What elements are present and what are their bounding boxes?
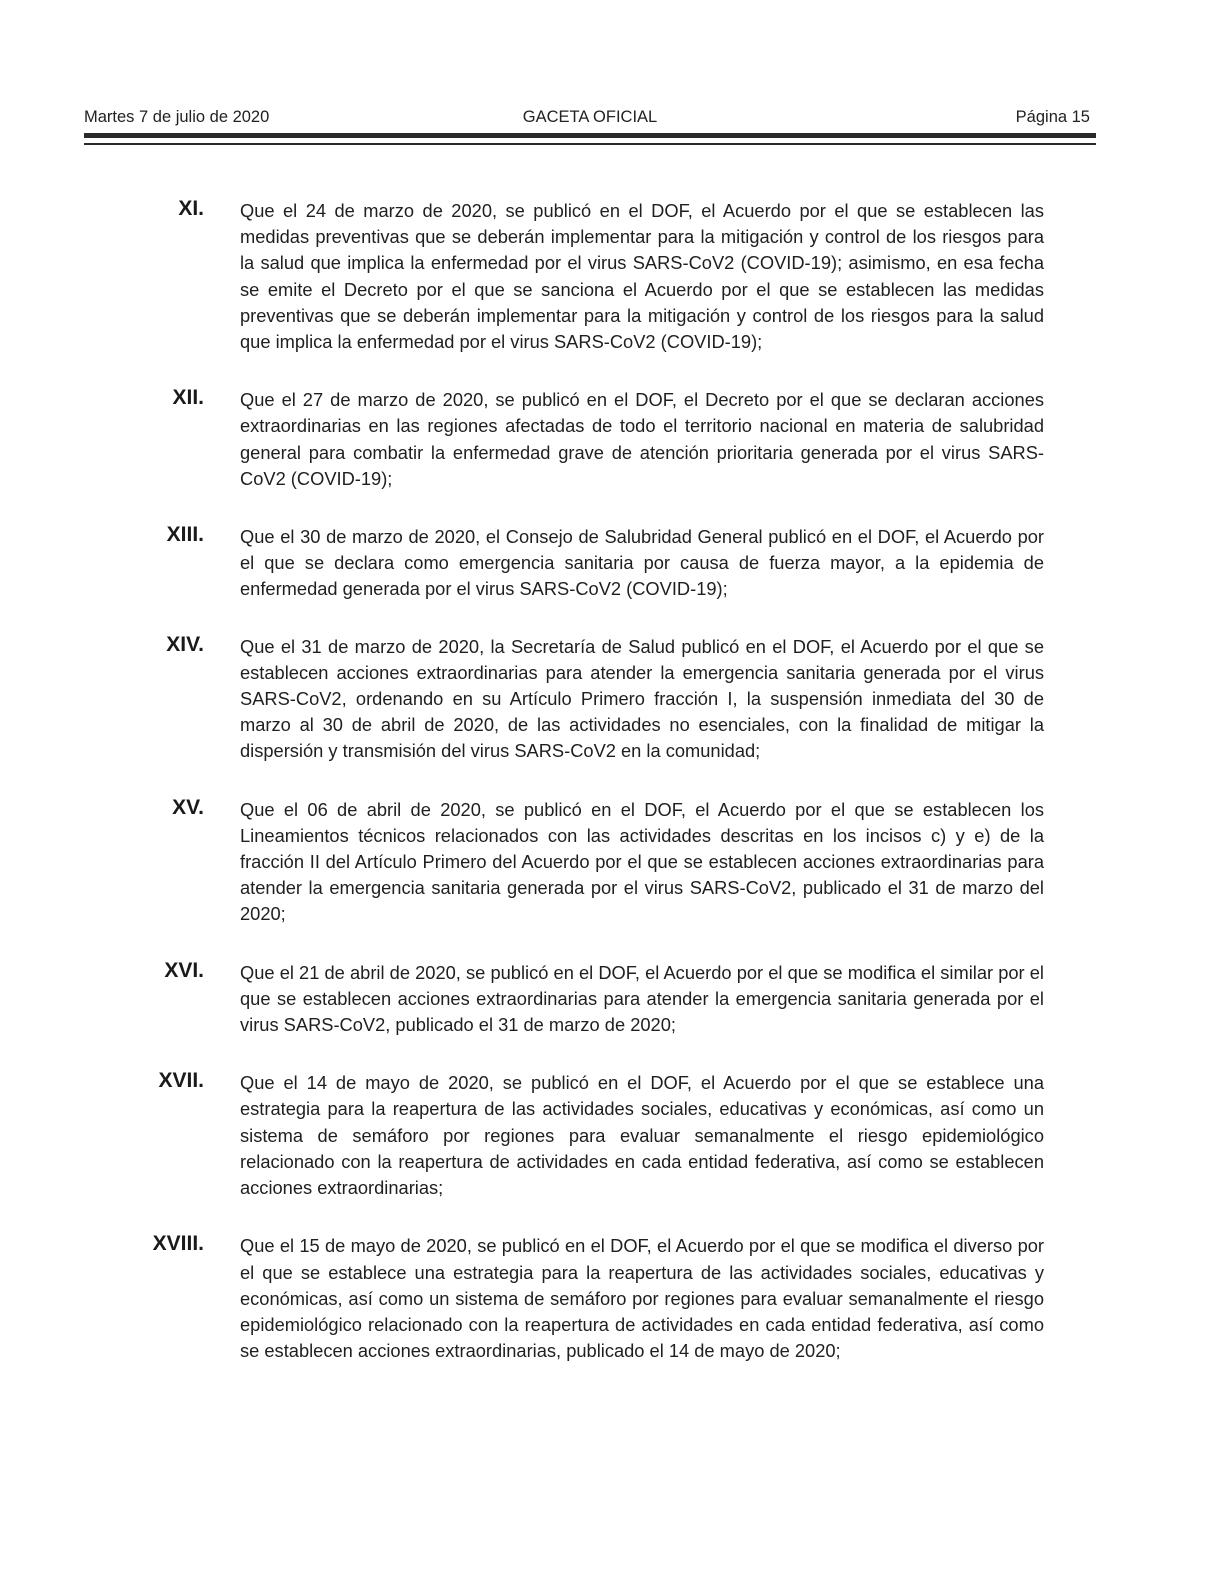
clause-numeral: XIII.: [166, 523, 204, 547]
header-page-number: Página 15: [1015, 108, 1090, 126]
clause-numeral: XI.: [178, 197, 204, 220]
header-rule-thin: [84, 143, 1096, 145]
clause-xv: [140, 797, 1044, 928]
clause-text: Que el 21 de abril de 2020, se publicó en el DOF, el Acuerdo por el que se modifica el similar por el que se establecen acciones extraordinarias para atender la emergencia sanitaria generada por el virus SARS-CoV2, publicado el 31 de marzo de 2020;: [240, 961, 1044, 1036]
clauses-list: [140, 198, 1044, 1364]
header-date: Martes 7 de julio de 2020: [84, 108, 270, 126]
header-rule-thick: [84, 133, 1096, 138]
clause-xii: [140, 387, 1044, 492]
clause-numeral: XVIII.: [152, 1232, 204, 1256]
page-header: [84, 108, 1096, 132]
header-title: GACETA OFICIAL: [522, 108, 658, 126]
clause-xvii: [140, 1070, 1044, 1201]
clause-xi: [140, 198, 1044, 355]
clause-text: Que el 06 de abril de 2020, se publicó en el DOF, el Acuerdo por el que se establecen los Lineamientos técnicos relacionados con las actividades descritas en los incisos c) y e) de la fracción II del Artículo Primero del Acuerdo por el que se establecen acciones extraordinarias para atender la emergencia sanitaria generada por el virus SARS-CoV2, publicado el 31 de marzo del 2020;: [240, 798, 1044, 925]
clause-numeral: XVII.: [158, 1069, 204, 1093]
clause-numeral: XII.: [172, 386, 204, 410]
clause-xviii: [140, 1233, 1044, 1364]
clause-text: Que el 24 de marzo de 2020, se publicó en el DOF, el Acuerdo por el que se establecen las medidas preventivas que se deberán implementar para la mitigación y control de los riesgos para la salud que implica la enfermedad por el virus SARS-CoV2 (COVID-19); asimismo, en esa fecha se emite el Decreto por el que se sanciona el Acuerdo por el que se establecen las medidas preventivas que se deberán implementar para la mitigación y control de los riesgos para la salud que implica la enfermedad por el virus SARS-CoV2 (COVID-19);: [240, 200, 1044, 353]
clause-text: Que el 15 de mayo de 2020, se publicó en el DOF, el Acuerdo por el que se modifica el diverso por el que se establece una estrategia para la reapertura de las actividades sociales, educativas y económicas, así como un sistema de semáforo por regiones para evaluar semanalmente el riesgo epidemiológico relacionado con la reapertura de actividades en cada entidad federativa, así como se establecen acciones extraordinarias, publicado el 14 de mayo de 2020;: [240, 1235, 1044, 1362]
clause-text: Que el 27 de marzo de 2020, se publicó en el DOF, el Decreto por el que se declaran acciones extraordinarias en las regiones afectadas de todo el territorio nacional en materia de salubridad general para combatir la enfermedad grave de atención prioritaria generada por el virus SARS-CoV2 (COVID-19);: [240, 389, 1044, 489]
clause-xvi: [140, 960, 1044, 1039]
clause-numeral: XV.: [172, 795, 204, 819]
clause-xiii: [140, 524, 1044, 603]
clause-xiv: [140, 634, 1044, 765]
clause-text: Que el 14 de mayo de 2020, se publicó en el DOF, el Acuerdo por el que se establece una estrategia para la reapertura de las actividades sociales, educativas y económicas, así como un sistema de semáforo por regiones para evaluar semanalmente el riesgo epidemiológico relacionado con la reapertura de actividades en cada entidad federativa, así como se establecen acciones extraordinarias;: [240, 1072, 1044, 1199]
clause-text: Que el 31 de marzo de 2020, la Secretaría de Salud publicó en el DOF, el Acuerdo por el que se establecen acciones extraordinarias para atender la emergencia sanitaria generada por el virus SARS-CoV2, ordenando en su Artículo Primero fracción I, la suspensión inmediata del 30 de marzo al 30 de abril de 2020, de las actividades no esenciales, con la finalidad de mitigar la dispersión y transmisión del virus SARS-CoV2 en la comunidad;: [240, 635, 1044, 762]
clause-text: Que el 30 de marzo de 2020, el Consejo de Salubridad General publicó en el DOF, el Acuerdo por el que se declara como emergencia sanitaria por causa de fuerza mayor, a la epidemia de enfermedad generada por el virus SARS-CoV2 (COVID-19);: [240, 526, 1044, 600]
clause-numeral: XVI.: [164, 958, 204, 982]
clause-numeral: XIV.: [166, 632, 204, 656]
